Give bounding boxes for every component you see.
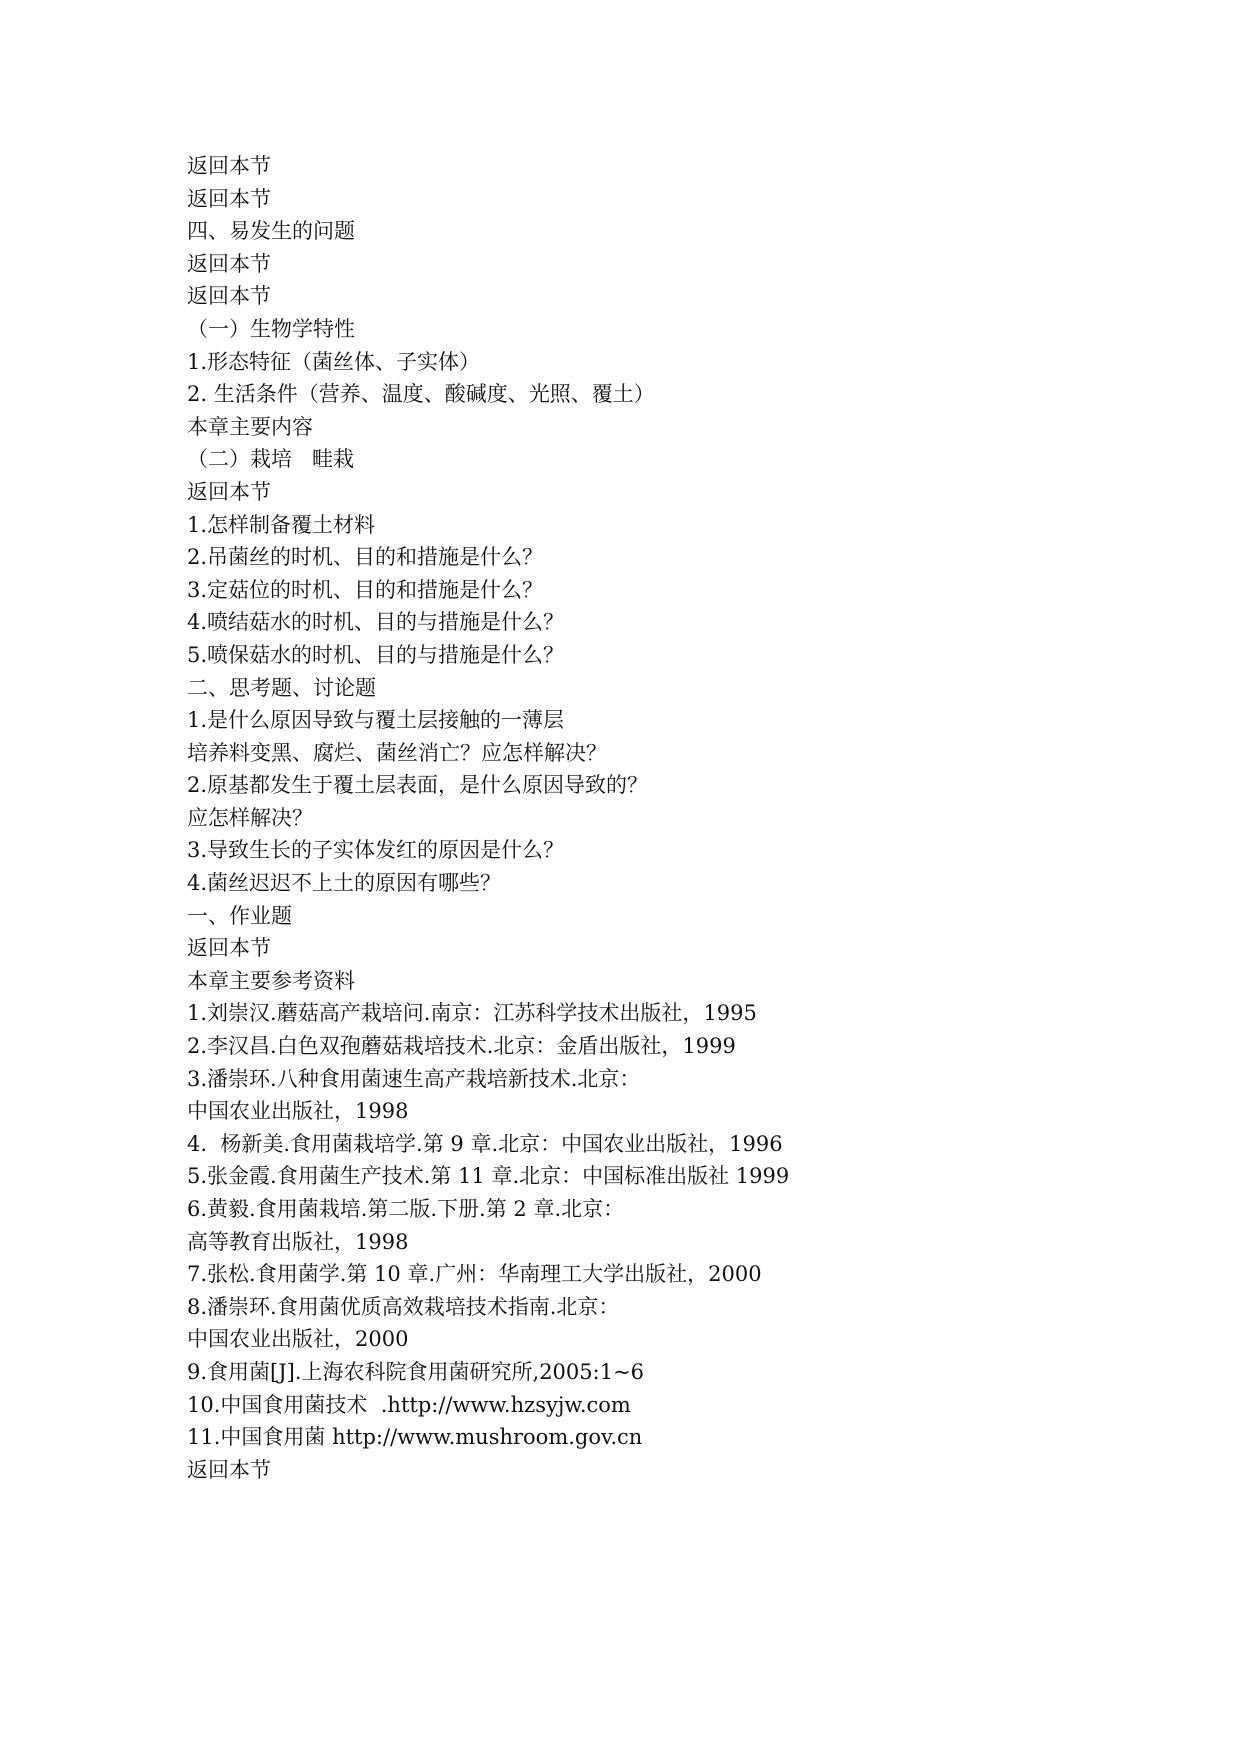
back-to-section-link[interactable]: 返回本节 <box>187 186 271 211</box>
reference-item: 9.食用菌[J].上海农科院食用菌研究所,2005:1~6 <box>187 1359 645 1384</box>
section-heading: 四、易发生的问题 <box>187 219 355 244</box>
text-line: 2. 生活条件（营养、温度、酸碱度、光照、覆土） <box>187 382 655 407</box>
subsection-heading: （二）栽培 畦栽 <box>187 447 355 472</box>
question-item: 1.怎样制备覆土材料 <box>187 512 376 537</box>
subsection-heading: （一）生物学特性 <box>187 316 355 341</box>
question-item: 4.菌丝迟迟不上土的原因有哪些？ <box>187 871 502 896</box>
back-to-section-link[interactable]: 返回本节 <box>187 936 271 961</box>
section-heading: 一、作业题 <box>187 903 292 928</box>
text-line: 1.形态特征（菌丝体、子实体） <box>187 349 481 374</box>
reference-item: 中国农业出版社，2000 <box>187 1327 409 1352</box>
reference-item: 3.潘崇环.八种食用菌速生高产栽培新技术.北京： <box>187 1066 641 1091</box>
back-to-section-link[interactable]: 返回本节 <box>187 284 271 309</box>
reference-item: 1.刘崇汉.蘑菇高产栽培问.南京：江苏科学技术出版社，1995 <box>187 1001 757 1026</box>
document-body <box>187 150 1087 1486</box>
question-item: 1.是什么原因导致与覆土层接触的一薄层 <box>187 708 565 733</box>
back-to-section-link[interactable]: 返回本节 <box>187 1457 271 1482</box>
reference-item: 高等教育出版社，1998 <box>187 1229 409 1254</box>
question-item: 应怎样解决？ <box>187 805 313 830</box>
reference-item: 5.张金霞.食用菌生产技术.第 11 章.北京：中国标准出版社 1999 <box>187 1164 790 1189</box>
back-to-section-link[interactable]: 返回本节 <box>187 154 271 178</box>
reference-item: 中国农业出版社，1998 <box>187 1099 409 1124</box>
question-item: 3.定菇位的时机、目的和措施是什么？ <box>187 577 544 602</box>
section-heading: 二、思考题、讨论题 <box>187 675 376 700</box>
back-to-section-link[interactable]: 返回本节 <box>187 479 271 504</box>
reference-link-item[interactable]: 10.中国食用菌技术 .http://www.hzsyjw.com <box>187 1392 631 1417</box>
question-item: 培养料变黑、腐烂、菌丝消亡？应怎样解决？ <box>187 740 607 765</box>
chapter-contents-link[interactable]: 本章主要内容 <box>187 414 313 439</box>
reference-item: 7.张松.食用菌学.第 10 章.广州：华南理工大学出版社，2000 <box>187 1262 762 1287</box>
back-to-section-link[interactable]: 返回本节 <box>187 251 271 276</box>
question-item: 2.吊菌丝的时机、目的和措施是什么？ <box>187 545 544 570</box>
question-item: 2.原基都发生于覆土层表面，是什么原因导致的？ <box>187 773 649 798</box>
question-item: 4.喷结菇水的时机、目的与措施是什么？ <box>187 610 565 635</box>
reference-item: 2.李汉昌.白色双孢蘑菇栽培技术.北京：金盾出版社，1999 <box>187 1034 736 1059</box>
question-item: 3.导致生长的子实体发红的原因是什么？ <box>187 838 565 863</box>
question-item: 5.喷保菇水的时机、目的与措施是什么？ <box>187 642 565 667</box>
reference-item: 6.黄毅.食用菌栽培.第二版.下册.第 2 章.北京： <box>187 1197 625 1221</box>
references-heading: 本章主要参考资料 <box>187 968 355 993</box>
reference-item: 4. 杨新美.食用菌栽培学.第 9 章.北京：中国农业出版社，1996 <box>187 1131 783 1156</box>
reference-link-item[interactable]: 11.中国食用菌 http://www.mushroom.gov.cn <box>187 1425 643 1450</box>
reference-item: 8.潘崇环.食用菌优质高效栽培技术指南.北京： <box>187 1294 620 1319</box>
